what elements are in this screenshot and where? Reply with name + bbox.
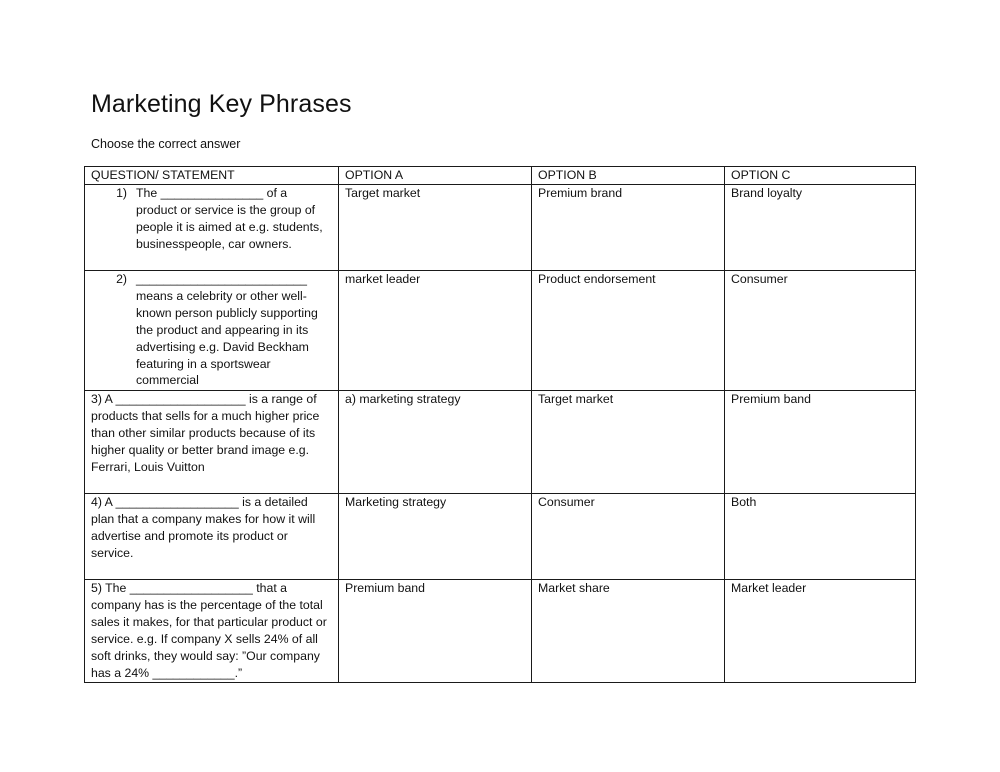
question-cell (85, 494, 339, 580)
question-cell (85, 580, 339, 683)
question-cell (85, 391, 339, 494)
question-text: 3) A ___________________ is a range of products that sells for a much higher price than other similar products because of its higher quality or better brand image e.g. Ferrari, Louis Vuitton (91, 392, 320, 474)
question-text: The _______________ of a product or service is the group of people it is aimed at e.g. students, businesspeople, car owners. (136, 186, 323, 251)
option-b-cell[interactable]: Premium brand (532, 185, 725, 271)
question-number: 2) (116, 272, 127, 286)
question-number: 1) (116, 186, 127, 200)
option-b-cell[interactable]: Target market (532, 391, 725, 494)
option-c-cell[interactable]: Premium band (725, 391, 916, 494)
table-row (85, 494, 916, 580)
option-a-cell[interactable]: market leader (339, 271, 532, 391)
option-b-cell[interactable]: Product endorsement (532, 271, 725, 391)
question-cell (85, 185, 339, 271)
table-row (85, 580, 916, 683)
header-option-a: OPTION A (339, 167, 532, 185)
option-c-cell[interactable]: Both (725, 494, 916, 580)
table-row (85, 185, 916, 271)
header-question: QUESTION/ STATEMENT (85, 167, 339, 185)
option-b-cell[interactable]: Consumer (532, 494, 725, 580)
question-cell (85, 271, 339, 391)
option-a-cell[interactable]: a) marketing strategy (339, 391, 532, 494)
option-c-cell[interactable]: Market leader (725, 580, 916, 683)
option-c-cell[interactable]: Consumer (725, 271, 916, 391)
question-text: 5) The __________________ that a company has is the percentage of the total sales it makes, for that particular product or service. e.g. If company X sells 24% of all soft drinks, they would say: ”Our company has a 24% ____________.” (91, 581, 327, 680)
table-header-row (85, 167, 916, 185)
option-a-cell[interactable]: Marketing strategy (339, 494, 532, 580)
page-title: Marketing Key Phrases (91, 90, 352, 118)
question-text: _________________________ means a celebrity or other well-known person publicly supporting the product and appearing in its advertising e.g. David Beckham featuring in a sportswear commercial (136, 272, 318, 388)
question-text: 4) A __________________ is a detailed plan that a company makes for how it will advertise and promote its product or service. (91, 495, 316, 560)
instruction-text: Choose the correct answer (91, 137, 241, 151)
option-b-cell[interactable]: Market share (532, 580, 725, 683)
option-c-cell[interactable]: Brand loyalty (725, 185, 916, 271)
option-a-cell[interactable]: Target market (339, 185, 532, 271)
header-option-c: OPTION C (725, 167, 916, 185)
table-row (85, 271, 916, 391)
question-table (84, 166, 916, 683)
header-option-b: OPTION B (532, 167, 725, 185)
option-a-cell[interactable]: Premium band (339, 580, 532, 683)
table-row (85, 391, 916, 494)
